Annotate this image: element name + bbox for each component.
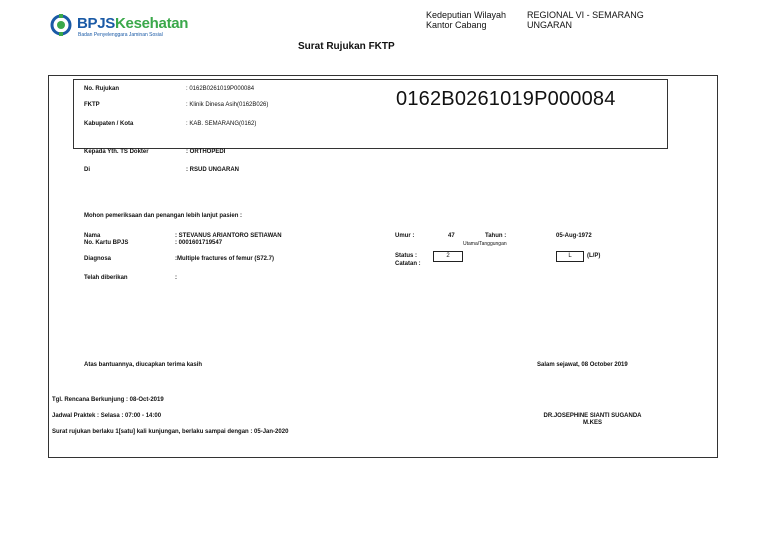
kepada-label: Kepada Yth. TS Dokter [84, 149, 149, 155]
di-label: Di [84, 167, 90, 173]
status-label: Status : [395, 253, 418, 259]
no-rujukan-value: : 0162B0261019P000084 [186, 86, 255, 92]
thanks-text: Atas bantuannya, diucapkan terima kasih [84, 362, 203, 368]
kartu-label: No. Kartu BPJS [84, 240, 129, 246]
kedeputian-label: Kedeputian Wilayah [426, 10, 507, 20]
nama-value: : STEVANUS ARIANTORO SETIAWAN [175, 233, 282, 239]
diagnosa-label: Diagnosa [84, 256, 112, 262]
kepada-value: : ORTHOPEDI [186, 149, 226, 155]
bpjs-logo [50, 12, 190, 42]
umur-value: 47 [448, 233, 455, 239]
berlaku-text: Surat rujukan berlaku 1[satu] kali kunjungan, berlaku sampai dengan : 05-Jan-2020 [52, 429, 289, 435]
catatan-label: Catatan : [395, 261, 421, 267]
umur-label: Umur : [395, 233, 415, 239]
terapi-label: Telah diberikan [84, 275, 128, 281]
jadwal-praktek: Jadwal Praktek : Selasa : 07:00 - 14:00 [52, 413, 162, 419]
kedeputian-value: REGIONAL VI - SEMARANG [527, 10, 644, 20]
kartu-value: : 0001601719547 [175, 240, 223, 246]
logo-subtitle: Badan Penyelenggara Jaminan Sosial [78, 32, 163, 38]
no-rujukan-label: No. Rujukan [84, 86, 120, 92]
fktp-value: : Klinik Dinesa Asih(0162B026) [186, 102, 269, 108]
status-box: 2 [433, 251, 463, 262]
logo-text: BPJSKesehatan [77, 15, 189, 32]
tgl-rencana: Tgl. Rencana Berkunjung : 08-Oct-2019 [52, 397, 164, 403]
gender-note: (L/P) [587, 253, 601, 259]
bpjs-logo-icon [50, 14, 72, 36]
kabupaten-value: : KAB. SEMARANG(0162) [186, 121, 257, 127]
terapi-value: : [175, 275, 177, 281]
kantor-value: UNGARAN [527, 20, 573, 30]
nama-label: Nama [84, 233, 101, 239]
kabupaten-label: Kabupaten / Kota [84, 121, 134, 127]
kantor-label: Kantor Cabang [426, 20, 487, 30]
date-of-birth: 05-Aug-1972 [556, 233, 592, 239]
diagnosa-value: :Multiple fractures of femur (S72.7) [175, 256, 275, 262]
doctor-degree: M.KES [582, 420, 602, 426]
fktp-label: FKTP [84, 102, 100, 108]
salam-text: Salam sejawat, 08 October 2019 [537, 362, 628, 368]
status-note: Utama/Tanggungan [463, 241, 507, 247]
tahun-label: Tahun : [485, 233, 507, 239]
request-intro: Mohon pemeriksaan dan penangan lebih lanjut pasien : [84, 213, 243, 219]
referral-number-large: 0162B0261019P000084 [396, 88, 616, 110]
di-value: : RSUD UNGARAN [186, 167, 239, 173]
document-title: Surat Rujukan FKTP [298, 41, 395, 52]
gender-box: L [556, 251, 584, 262]
doctor-name: DR.JOSEPHINE SIANTI SUGANDA [543, 413, 642, 419]
